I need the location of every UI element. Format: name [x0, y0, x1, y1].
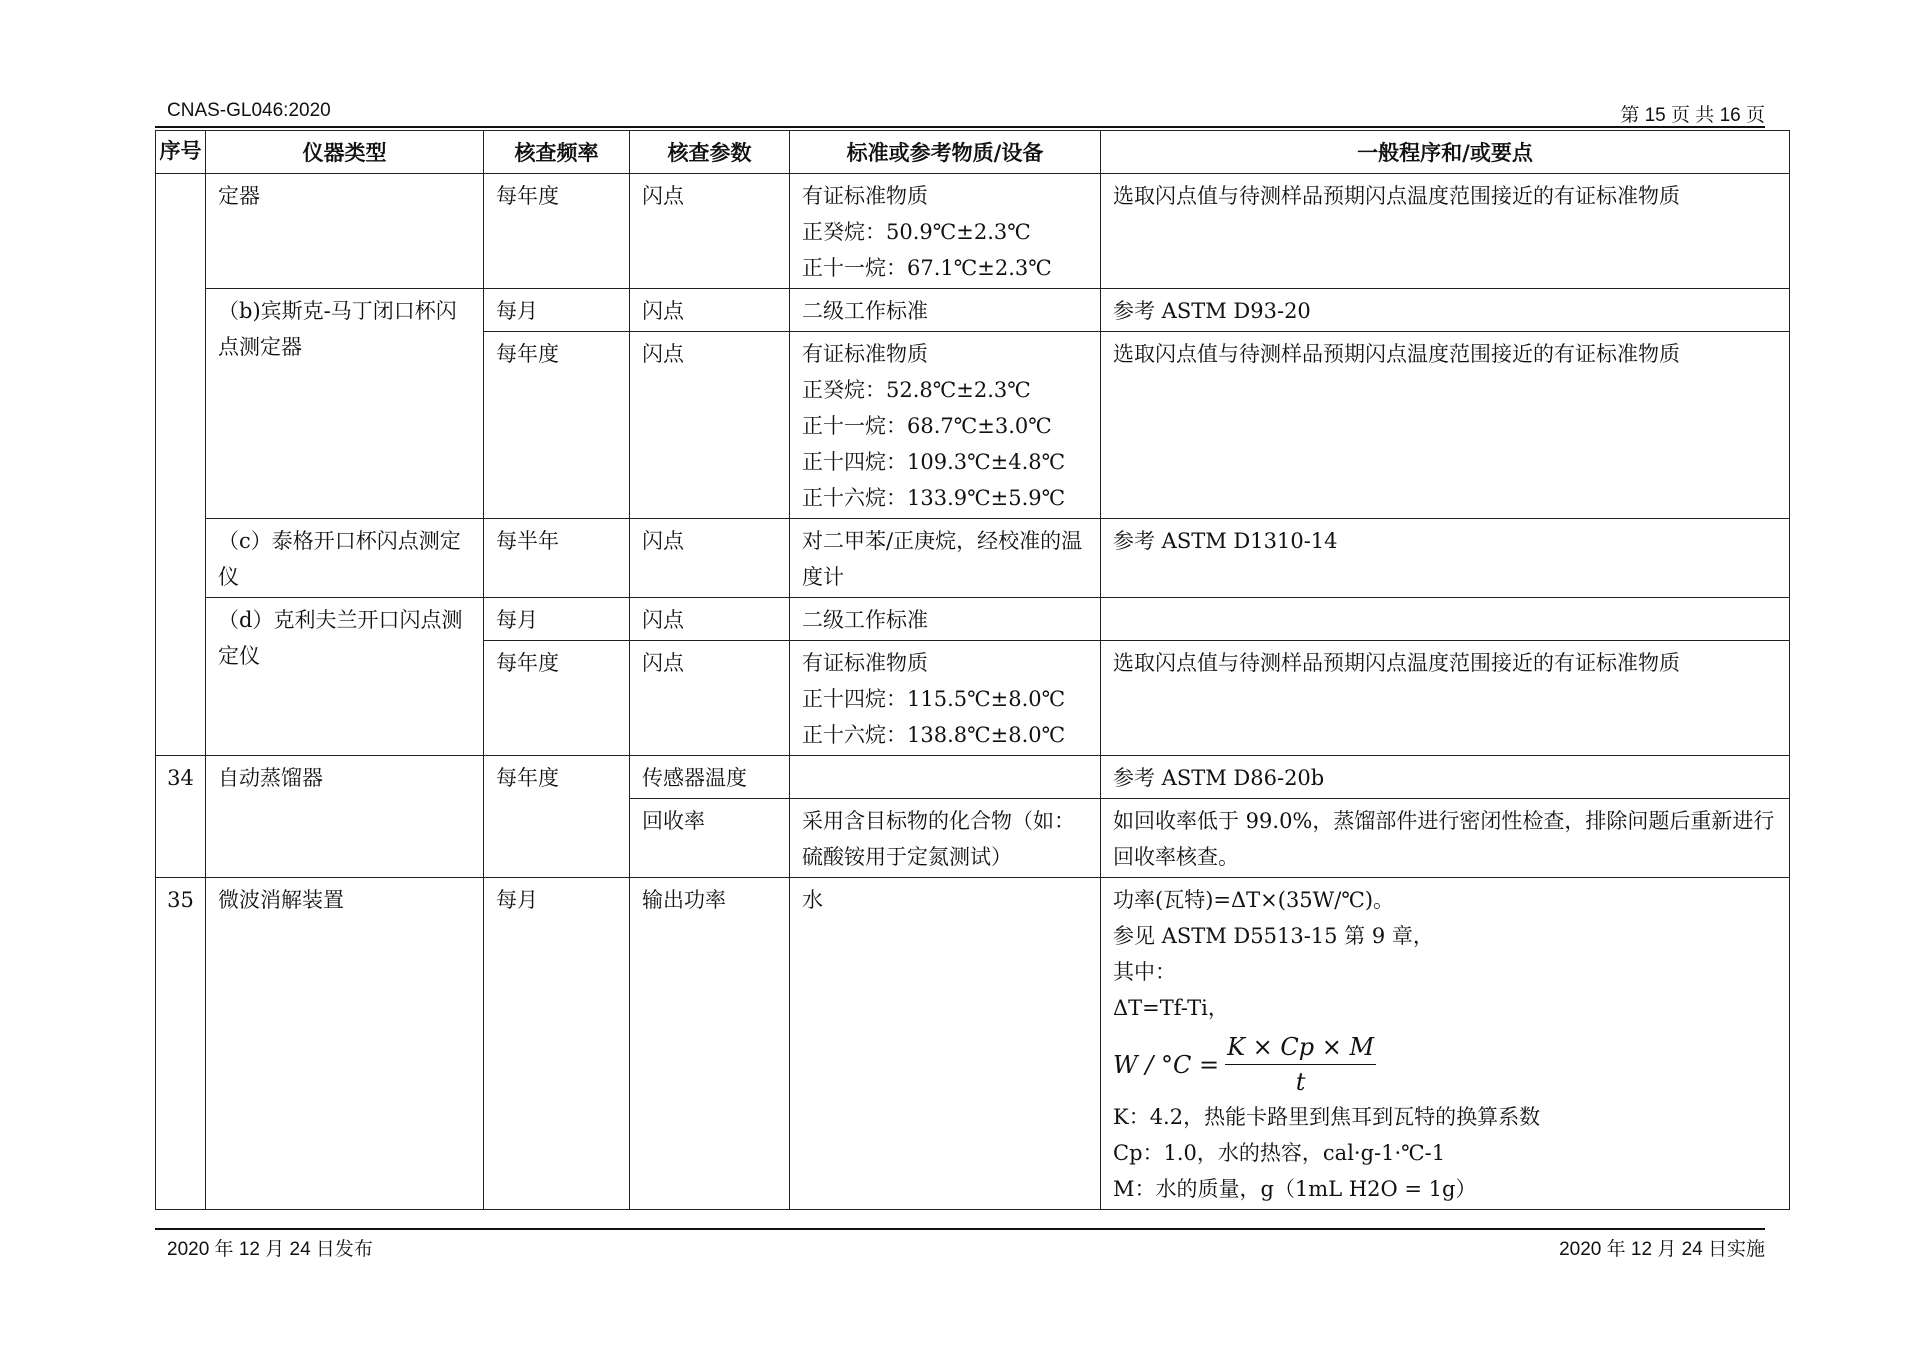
frequency-cell: 每半年: [484, 519, 630, 598]
reference-line: 有证标准物质: [802, 342, 928, 366]
reference-line: 正十一烷：67.1℃±2.3℃: [802, 256, 1052, 280]
reference-line: 正十一烷：68.7℃±3.0℃: [802, 414, 1052, 438]
instrument-cell: 微波消解装置: [206, 878, 484, 1210]
seq-cell: 35: [156, 878, 206, 1210]
parameter-cell: 闪点: [630, 598, 790, 641]
reference-cell: 水: [790, 878, 1101, 1210]
table-row: [156, 598, 1790, 641]
parameter-cell: 回收率: [630, 799, 790, 878]
col-header-reference: 标准或参考物质/设备: [790, 131, 1101, 174]
procedure-cell: 选取闪点值与待测样品预期闪点温度范围接近的有证标准物质: [1101, 174, 1790, 289]
reference-cell: 对二甲苯/正庚烷，经校准的温度计: [790, 519, 1101, 598]
procedure-cell: 选取闪点值与待测样品预期闪点温度范围接近的有证标准物质: [1101, 641, 1790, 756]
power-formula-text: 功率(瓦特)=ΔT×(35W/℃)。: [1113, 888, 1395, 912]
frequency-cell: 每年度: [484, 756, 630, 878]
reference-cell: [790, 756, 1101, 799]
watt-per-degree-formula: [1113, 1032, 1376, 1097]
reference-line: 正癸烷：52.8℃±2.3℃: [802, 378, 1031, 402]
reference-cell: [790, 641, 1101, 756]
parameter-cell: 闪点: [630, 641, 790, 756]
k-definition: K：4.2，热能卡路里到焦耳到瓦特的换算系数: [1113, 1105, 1541, 1129]
procedure-cell: 如回收率低于 99.0%，蒸馏部件进行密闭性检查，排除问题后重新进行回收率核查。: [1101, 799, 1790, 878]
reference-line: 正十四烷：109.3℃±4.8℃: [802, 450, 1066, 474]
reference-cell: 二级工作标准: [790, 598, 1101, 641]
parameter-cell: 闪点: [630, 519, 790, 598]
astm-reference-text: 参见 ASTM D5513-15 第 9 章，: [1113, 924, 1434, 948]
parameter-cell: 闪点: [630, 174, 790, 289]
procedure-cell: 参考 ASTM D93-20: [1101, 289, 1790, 332]
formula-lhs: W / °C =: [1113, 1050, 1220, 1079]
reference-line: 正癸烷：50.9℃±2.3℃: [802, 220, 1031, 244]
reference-line: 有证标准物质: [802, 184, 928, 208]
col-header-instrument: 仪器类型: [206, 131, 484, 174]
parameter-cell: 输出功率: [630, 878, 790, 1210]
table-row: [156, 878, 1790, 1210]
col-header-procedure: 一般程序和/或要点: [1101, 131, 1790, 174]
reference-cell: [790, 332, 1101, 519]
m-definition: M：水的质量，g（1mL H2O = 1g）: [1113, 1177, 1477, 1201]
cp-definition: Cp：1.0，水的热容，cal·g-1·℃-1: [1113, 1141, 1446, 1165]
procedure-cell: 参考 ASTM D86-20b: [1101, 756, 1790, 799]
procedure-cell: [1101, 598, 1790, 641]
table-row: [156, 289, 1790, 332]
reference-cell: 二级工作标准: [790, 289, 1101, 332]
seq-cell: 34: [156, 756, 206, 878]
parameter-cell: 闪点: [630, 289, 790, 332]
procedure-cell: 参考 ASTM D1310-14: [1101, 519, 1790, 598]
frequency-cell: 每年度: [484, 174, 630, 289]
seq-cell: [156, 174, 206, 756]
footer-divider: [155, 1228, 1765, 1230]
col-header-seq: 序号: [156, 131, 206, 174]
reference-cell: 采用含目标物的化合物（如：硫酸铵用于定氮测试）: [790, 799, 1101, 878]
reference-cell: [790, 174, 1101, 289]
instrument-check-table: [155, 130, 1790, 1210]
formula-denominator: t: [1295, 1068, 1306, 1096]
effective-date: 2020 年 12 月 24 日实施: [1559, 1239, 1765, 1260]
frequency-cell: 每年度: [484, 641, 630, 756]
reference-line: 正十四烷：115.5℃±8.0℃: [802, 687, 1066, 711]
parameter-cell: 闪点: [630, 332, 790, 519]
frequency-cell: 每月: [484, 878, 630, 1210]
parameter-cell: 传感器温度: [630, 756, 790, 799]
where-text: 其中：: [1113, 960, 1176, 984]
formula-numerator: K × Cp × M: [1225, 1032, 1376, 1065]
reference-line: 正十六烷：138.8℃±8.0℃: [802, 723, 1066, 747]
procedure-cell: 选取闪点值与待测样品预期闪点温度范围接近的有证标准物质: [1101, 332, 1790, 519]
instrument-cell: 定器: [206, 174, 484, 289]
delta-t-definition: ΔT=Tf-Ti，: [1113, 996, 1229, 1020]
document-id: CNAS-GL046:2020: [167, 100, 331, 121]
col-header-frequency: 核查频率: [484, 131, 630, 174]
header-divider: [155, 126, 1765, 128]
table-header-row: [156, 131, 1790, 174]
frequency-cell: 每月: [484, 598, 630, 641]
instrument-cell: （b)宾斯克-马丁闭口杯闪点测定器: [206, 289, 484, 519]
col-header-parameter: 核查参数: [630, 131, 790, 174]
instrument-cell: 自动蒸馏器: [206, 756, 484, 878]
frequency-cell: 每年度: [484, 332, 630, 519]
table-row: [156, 756, 1790, 799]
page-number: 第 15 页 共 16 页: [1620, 105, 1765, 126]
frequency-cell: 每月: [484, 289, 630, 332]
table-row: [156, 519, 1790, 598]
reference-line: 有证标准物质: [802, 651, 928, 675]
instrument-cell: （c）泰格开口杯闪点测定仪: [206, 519, 484, 598]
issue-date: 2020 年 12 月 24 日发布: [167, 1239, 373, 1260]
instrument-cell: （d）克利夫兰开口闪点测定仪: [206, 598, 484, 756]
reference-line: 正十六烷：133.9℃±5.9℃: [802, 486, 1066, 510]
table-row: [156, 174, 1790, 289]
procedure-cell: [1101, 878, 1790, 1210]
